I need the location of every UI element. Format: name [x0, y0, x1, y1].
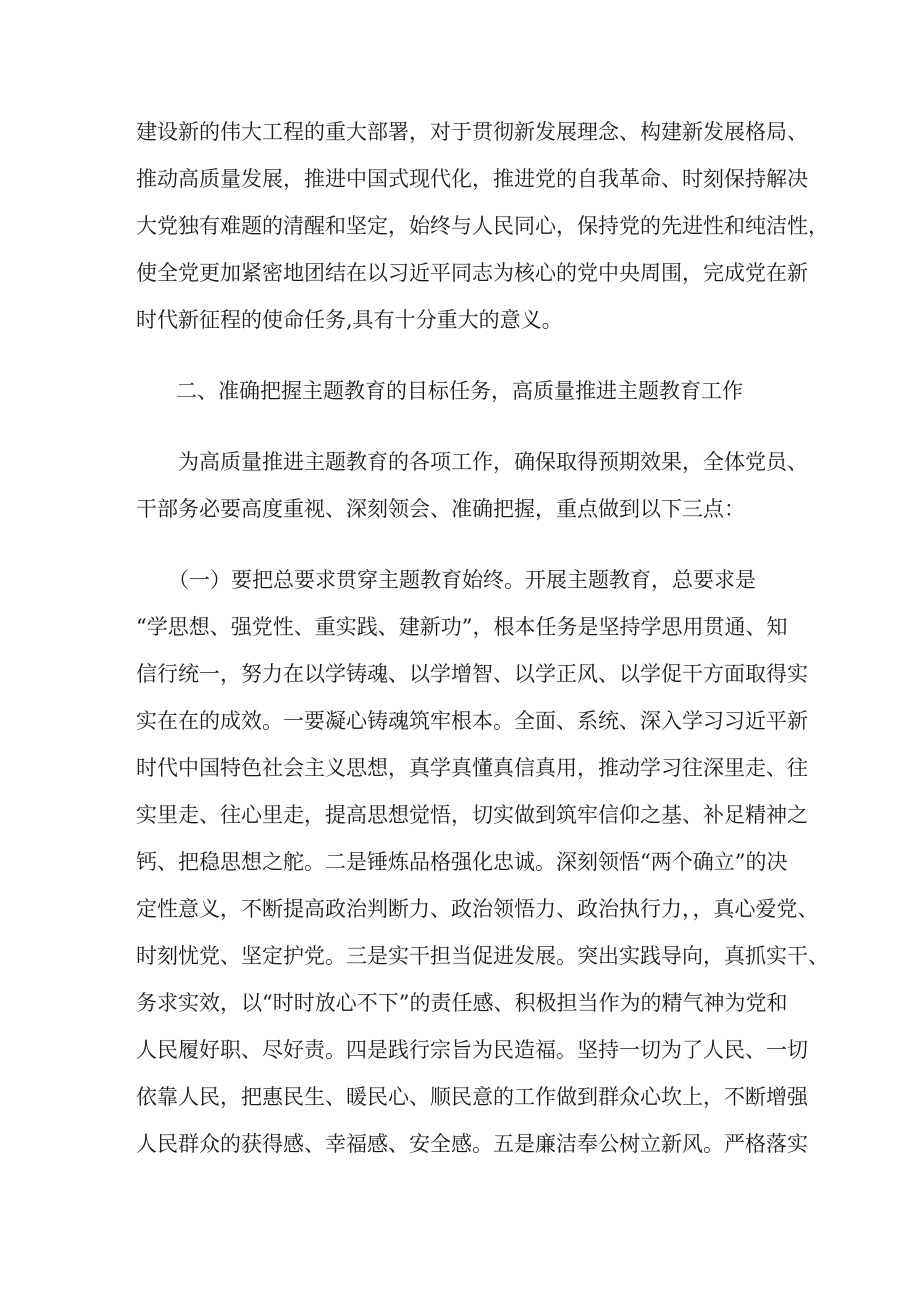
paragraph-line: 大党独有难题的清醒和坚定，始终与人民同心，保持党的先进性和纯洁性，: [136, 214, 829, 238]
paragraph-line: 实里走、往心里走，提高思想觉悟，切实做到筑牢信仰之基、补足精神之: [136, 803, 808, 827]
paragraph-line: 时代中国特色社会主义思想，真学真懂真信真用，推动学习往深里走、往: [136, 756, 808, 780]
paragraph-line: 建设新的伟大工程的重大部署，对于贯彻新发展理念、构建新发展格局、: [136, 120, 808, 144]
paragraph-line: “学思想、强党性、重实践、建新功”，根本任务是坚持学思用贯通、知: [136, 615, 788, 639]
paragraph-line: 时刻忧党、坚定护党。三是实干担当促进发展。突出实践导向，真抓实干、: [136, 944, 829, 968]
paragraph-line: 依靠人民，把惠民生、暖民心、顺民意的工作做到群众心坎上，不断增强: [136, 1085, 808, 1109]
paragraph-line: 钙、把稳思想之舵。二是锤炼品格强化忠诚。深刻领悟“两个确立”的决: [136, 850, 788, 874]
paragraph-line: 人民履好职、尽好责。四是践行宗旨为民造福。坚持一切为了人民、一切: [136, 1038, 808, 1062]
paragraph-line: 时代新征程的使命任务,具有十分重大的意义。: [136, 308, 563, 332]
paragraph-line: 干部务必要高度重视、深刻领会、准确把握，重点做到以下三点：: [136, 497, 745, 521]
paragraph-line: 使全党更加紧密地团结在以习近平同志为核心的党中央周围，完成党在新: [136, 261, 808, 285]
paragraph-line: 人民群众的获得感、幸福感、安全感。五是廉洁奉公树立新风。严格落实: [136, 1132, 808, 1156]
paragraph-line: 信行统一，努力在以学铸魂、以学增智、以学正风、以学促干方面取得实: [136, 662, 808, 686]
paragraph-line: 定性意义，不断提高政治判断力、政治领悟力、政治执行力，，真心爱党、: [136, 897, 819, 921]
paragraph-line: 推动高质量发展，推进中国式现代化，推进党的自我革命、时刻保持解决: [136, 167, 808, 191]
paragraph-line: 务求实效，以“时时放心不下”的责任感、积极担当作为的精气神为党和: [136, 991, 788, 1015]
paragraph-line: （一）要把总要求贯穿主题教育始终。开展主题教育，总要求是: [168, 568, 756, 592]
section-heading: 二、准确把握主题教育的目标任务，高质量推进主题教育工作: [176, 379, 743, 403]
paragraph-line: 为高质量推进主题教育的各项工作，确保取得预期效果，全体党员、: [178, 450, 808, 474]
paragraph-line: 实在在的成效。一要凝心铸魂筑牢根本。全面、系统、深入学习习近平新: [136, 709, 808, 733]
